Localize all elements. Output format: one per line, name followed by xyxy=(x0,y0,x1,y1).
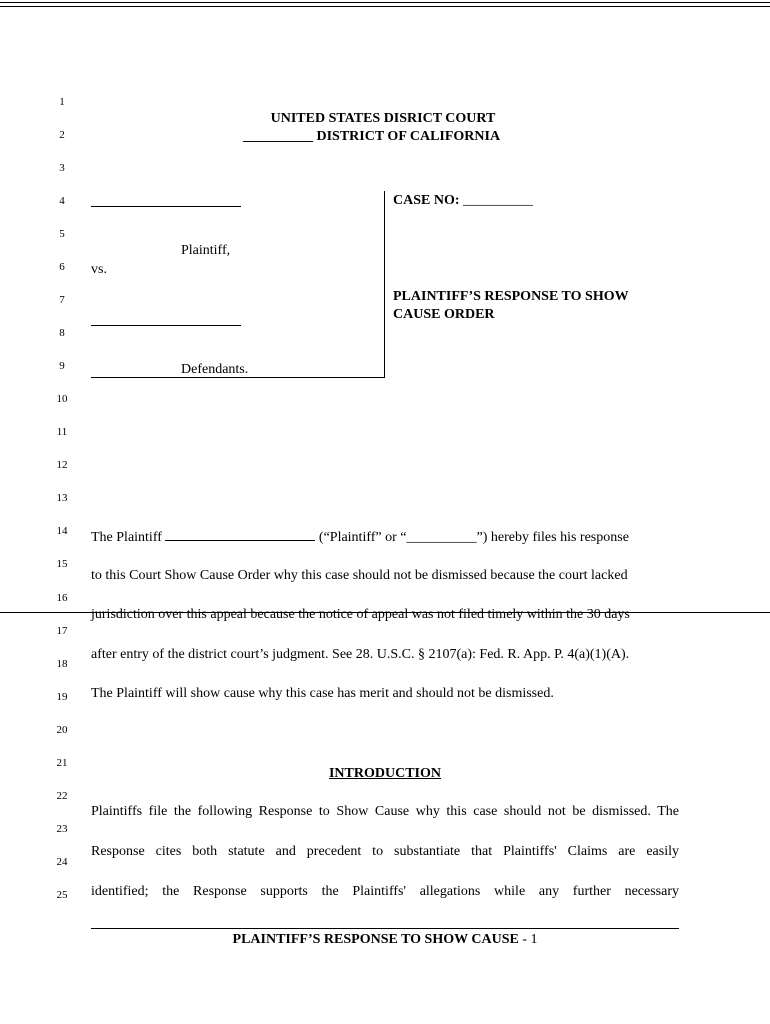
body-text: ”) hereby files his response xyxy=(476,530,629,545)
line-number: 10 xyxy=(56,393,68,405)
line-number: 1 xyxy=(59,96,65,108)
line-number: 9 xyxy=(59,360,65,372)
plaintiff-alias-blank: __________ xyxy=(406,530,477,545)
defendant-name-blank xyxy=(91,325,241,326)
line-number: 8 xyxy=(59,327,65,339)
body-paragraph-2-line-2: Response cites both statute and precedent to substantiate that Plaintiffs' Claims are easily xyxy=(91,844,679,859)
line-number: 15 xyxy=(56,558,68,570)
line-number: 16 xyxy=(56,592,68,604)
line-number: 20 xyxy=(56,724,68,736)
line-number: 22 xyxy=(56,790,68,802)
court-district-line xyxy=(243,129,500,145)
plaintiff-label: Plaintiff, xyxy=(181,243,231,258)
footer-rule xyxy=(91,928,679,929)
line-number: 7 xyxy=(59,294,65,306)
body-paragraph-1-line-2: to this Court Show Cause Order why this case should not be dismissed because the court lacked xyxy=(91,568,628,583)
case-no-label: CASE NO: xyxy=(393,193,460,208)
line-number: 14 xyxy=(56,525,68,537)
caption-divider xyxy=(384,191,385,378)
document-title-line1: PLAINTIFF’S RESPONSE TO SHOW xyxy=(393,289,629,304)
body-paragraph-1-line-4: after entry of the district court’s judgment. See 28. U.S.C. § 2107(a): Fed. R. App. P. 4(a)(1)(A). xyxy=(91,647,630,662)
case-number-line xyxy=(393,193,533,209)
line-number: 21 xyxy=(56,757,68,769)
line-number: 11 xyxy=(56,426,68,438)
footer-separator: - xyxy=(518,932,531,947)
plaintiff-name-blank xyxy=(91,206,241,207)
defendants-label: Defendants. xyxy=(181,362,249,377)
top-rule-lower xyxy=(0,6,770,7)
district-text: DISTRICT OF CALIFORNIA xyxy=(316,129,501,144)
page-strike-rule xyxy=(0,612,770,613)
body-paragraph-1-line-5: The Plaintiff will show cause why this case has merit and should not be dismissed. xyxy=(91,686,554,701)
line-number: 17 xyxy=(56,625,68,637)
versus-label: vs. xyxy=(91,262,107,277)
line-number: 4 xyxy=(59,195,65,207)
line-number: 6 xyxy=(59,261,65,273)
body-paragraph-2-line-3: identified; the Response supports the Plaintiffs' allegations while any further necessary xyxy=(91,884,679,899)
body-paragraph-1-line-1 xyxy=(91,528,629,546)
footer-page-number: 1 xyxy=(530,932,538,947)
plaintiff-name-blank-inline xyxy=(165,528,315,541)
case-no-blank: __________ xyxy=(463,193,534,208)
introduction-heading: INTRODUCTION xyxy=(328,766,441,781)
district-blank: __________ xyxy=(243,129,313,144)
line-number: 5 xyxy=(59,228,65,240)
line-number: 19 xyxy=(56,691,68,703)
line-number: 12 xyxy=(56,459,68,471)
document-title-line2: CAUSE ORDER xyxy=(393,307,495,322)
body-paragraph-2-line-1: Plaintiffs file the following Response to Show Cause why this case should not be dismissed. The xyxy=(91,804,679,819)
body-text: The Plaintiff xyxy=(91,530,162,545)
body-text: (“Plaintiff” or “ xyxy=(318,530,407,545)
line-number: 23 xyxy=(56,823,68,835)
page-footer xyxy=(91,932,679,948)
line-number: 2 xyxy=(59,129,65,141)
body-paragraph-1-line-3: jurisdiction over this appeal because the notice of appeal was not filed timely within the 30 days xyxy=(91,607,630,622)
top-rule-upper xyxy=(0,2,770,3)
line-number: 3 xyxy=(59,162,65,174)
line-number: 24 xyxy=(56,856,68,868)
line-number: 13 xyxy=(56,492,68,504)
line-number: 25 xyxy=(56,889,68,901)
court-name: UNITED STATES DISRICT COURT xyxy=(270,111,496,126)
line-number: 18 xyxy=(56,658,68,670)
footer-title: PLAINTIFF’S RESPONSE TO SHOW CAUSE xyxy=(232,932,519,947)
caption-bottom-rule xyxy=(91,377,385,378)
